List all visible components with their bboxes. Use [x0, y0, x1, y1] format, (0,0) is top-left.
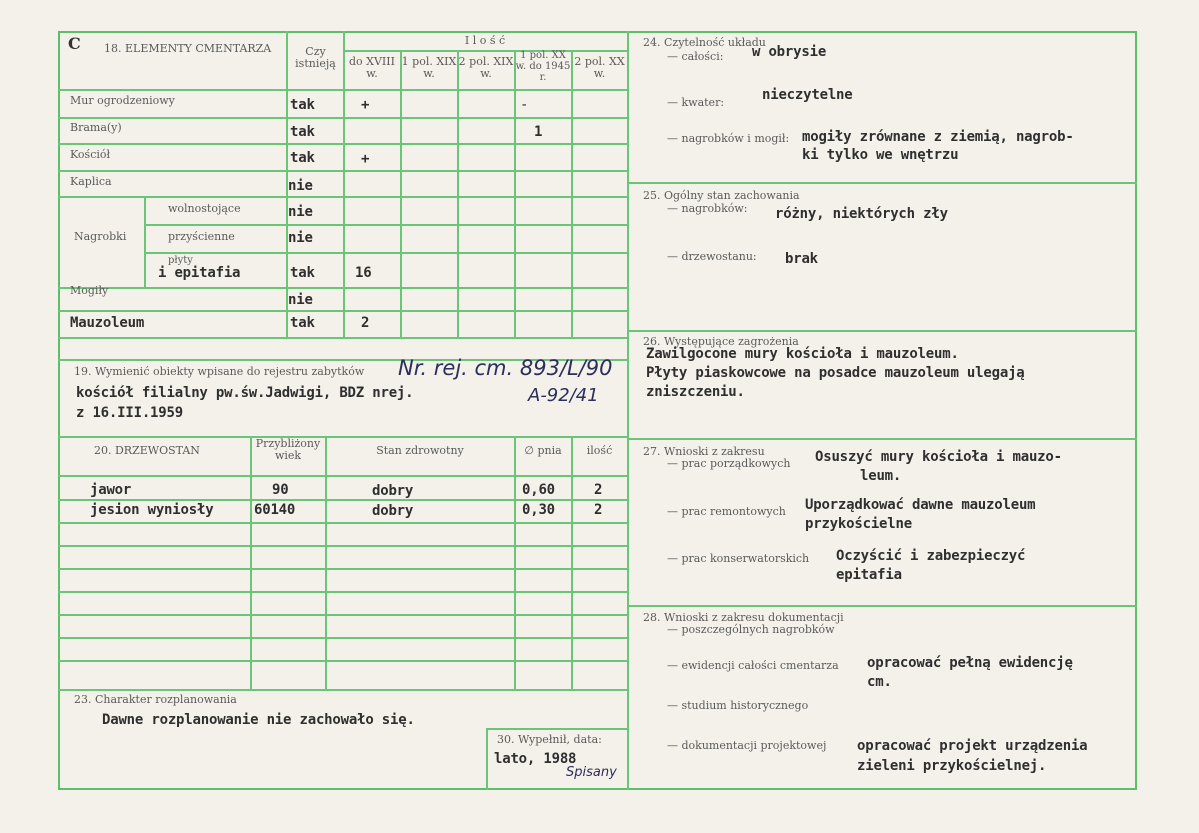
s18-row-label: Brama(y) — [70, 121, 122, 134]
s25-value-trees: brak — [785, 251, 818, 267]
grid-line — [486, 728, 488, 790]
s28-value-project-1: opracować projekt urządzenia — [857, 738, 1088, 754]
s18-row-label: Mauzoleum — [70, 315, 145, 331]
s20-tree-diam: 0,30 — [522, 502, 555, 518]
s18-row-label: płyty — [168, 255, 193, 266]
s18-exists-value: tak — [290, 265, 315, 281]
grid-line — [571, 436, 573, 689]
s26-value-3: zniszczeniu. — [646, 384, 745, 400]
s18-row-typed: i epitafia — [158, 265, 241, 281]
s28-value-inventory-2: cm. — [867, 674, 892, 690]
s23-title: 23. Charakter rozplanowania — [74, 693, 237, 706]
grid-line — [627, 438, 1137, 440]
s24-value-graves-1: mogiły zrównane z ziemią, nagrob- — [802, 129, 1074, 145]
grid-line — [58, 591, 627, 593]
s27-label-repair: — prac remontowych — [667, 505, 786, 518]
s28-value-inventory-1: opracować pełną ewidencję — [867, 655, 1073, 671]
s19-typed-line2: z 16.III.1959 — [76, 405, 183, 421]
grid-line — [58, 689, 627, 691]
s18-exists-value: tak — [290, 315, 315, 331]
s18-col-header: 1 pol. XIX w. — [401, 55, 457, 80]
s18-row-label: Kościół — [70, 148, 111, 161]
s24-value-whole: w obrysie — [752, 44, 827, 60]
grid-line — [144, 224, 627, 226]
s18-exists-value: nie — [288, 204, 313, 220]
s28-label-history: — studium historycznego — [667, 699, 809, 712]
grid-line — [58, 475, 627, 477]
grid-line — [58, 436, 627, 438]
s18-row-label: przyścienne — [168, 230, 235, 243]
s30-signature: Spisany — [566, 765, 617, 780]
s27-title: 27. Wnioski z zakresu — [643, 445, 765, 458]
s20-title: 20. DRZEWOSTAN — [94, 444, 200, 457]
grid-line — [58, 196, 627, 198]
s18-col-ilosc: I l o ś ć — [464, 34, 506, 47]
s18-exists-value: nie — [288, 292, 313, 308]
grid-line — [58, 117, 627, 119]
s19-typed-line1: kościół filialny pw.św.Jadwigi, BDZ nrej. — [76, 385, 414, 401]
grid-line — [58, 545, 627, 547]
s18-count-value: 1 — [534, 124, 543, 140]
s27-label-conservation: — prac konserwatorskich — [667, 552, 810, 565]
s18-row-label: Kaplica — [70, 175, 112, 188]
s18-count-value: - — [520, 97, 529, 113]
s18-count-value: 16 — [355, 265, 372, 281]
grid-line — [514, 436, 516, 689]
s18-exists-value: nie — [288, 178, 313, 194]
s18-col-header: 2 pol. XIX w. — [458, 55, 514, 80]
s18-exists-value: tak — [290, 150, 315, 166]
s20-tree-diam: 0,60 — [522, 482, 555, 498]
s20-col-health: Stan zdrowotny — [376, 444, 464, 457]
s18-title: 18. ELEMENTY CMENTARZA — [104, 42, 272, 55]
s27-value-conservation-1: Oczyścić i zabezpieczyć — [836, 548, 1026, 564]
s27-label-cleanup: — prac porządkowych — [667, 457, 791, 470]
grid-line — [627, 182, 1137, 184]
s24-value-quarters: nieczytelne — [762, 87, 853, 103]
s18-col-header: 1 pol. XX w. do 1945 r. — [515, 50, 571, 83]
s27-value-cleanup-2: leum. — [860, 468, 902, 484]
s19-title: 19. Wymienić obiekty wpisane do rejestru zabytków — [74, 365, 365, 378]
grid-line — [250, 436, 252, 689]
s24-label-graves: — nagrobków i mogił: — [667, 132, 790, 145]
grid-line — [58, 310, 627, 312]
s20-tree-age: 90 — [272, 482, 289, 498]
s24-value-graves-2: ki tylko we wnętrzu — [802, 147, 959, 163]
s18-row-label: Mogiły — [70, 284, 109, 297]
grid-line — [571, 50, 573, 337]
s18-exists-value: tak — [290, 97, 315, 113]
s28-value-project-2: zieleni przykościelnej. — [857, 758, 1047, 774]
s20-col-count: ilość — [586, 444, 613, 457]
s20-col-diam: ∅ pnia — [524, 444, 562, 457]
grid-line — [58, 637, 627, 639]
section-letter: C — [68, 34, 81, 53]
grid-line — [627, 330, 1137, 332]
grid-line — [486, 728, 627, 730]
s18-count-value: 2 — [361, 315, 370, 331]
grid-line — [58, 143, 627, 145]
s28-label-project: — dokumentacji projektowej — [667, 739, 827, 752]
grid-line — [58, 522, 627, 524]
grid-line — [58, 287, 627, 289]
grid-line — [58, 89, 627, 91]
s18-count-value: + — [361, 151, 370, 167]
s24-label-whole: — całości: — [667, 50, 724, 63]
s18-col-exists: Czy istnieją — [295, 45, 336, 70]
grid-line — [58, 337, 627, 339]
s25-label-graves: — nagrobków: — [667, 202, 748, 215]
grid-line — [514, 50, 516, 337]
grid-line — [627, 605, 1137, 607]
grid-line — [457, 50, 459, 337]
grid-line — [144, 252, 627, 254]
s18-row-label: Mur ogrodzeniowy — [70, 94, 175, 107]
s26-title: 26. Występujące zagrożenia — [643, 335, 799, 348]
s18-count-value: + — [361, 97, 370, 113]
s24-title: 24. Czytelność układu — [643, 36, 766, 49]
grid-line — [58, 614, 627, 616]
grid-line — [400, 50, 402, 337]
grid-line — [343, 50, 627, 52]
s27-value-conservation-2: epitafia — [836, 567, 902, 583]
s18-exists-value: tak — [290, 124, 315, 140]
s20-col-age: Przybliżony wiek — [255, 437, 321, 462]
s27-value-repair-1: Uporządkować dawne mauzoleum — [805, 497, 1036, 513]
grid-line — [325, 436, 327, 689]
s25-label-trees: — drzewostanu: — [667, 250, 757, 263]
s19-handwritten-register: Nr. rej. cm. 893/L/90 — [398, 356, 613, 380]
s20-tree-count: 2 — [594, 502, 603, 518]
grid-line — [144, 196, 146, 287]
s27-value-repair-2: przykościelne — [805, 516, 912, 532]
panel-divider — [627, 31, 629, 790]
s26-value-2: Płyty piaskowcowe na posadce mauzoleum ulegają — [646, 365, 1025, 381]
grid-line — [58, 660, 627, 662]
s28-label-graves: — poszczególnych nagrobków — [667, 623, 835, 636]
s26-value-1: Zawilgocone mury kościoła i mauzoleum. — [646, 346, 959, 362]
s18-nagrobki-label: Nagrobki — [74, 230, 127, 243]
grid-line — [58, 170, 627, 172]
s18-row-label: wolnostojące — [168, 202, 241, 215]
s30-typed-date: lato, 1988 — [494, 751, 577, 767]
s18-col-header: do XVIII w. — [349, 55, 395, 80]
s20-tree-name: jesion wyniosły — [90, 502, 214, 518]
s18-exists-value: nie — [288, 230, 313, 246]
s30-title: 30. Wypełnił, data: — [497, 733, 602, 746]
s20-tree-health: dobry — [372, 503, 414, 519]
grid-line — [58, 568, 627, 570]
s19-handwritten-number: A-92/41 — [528, 385, 599, 406]
s18-col-header: 2 pol. XX w. — [574, 55, 625, 80]
s20-tree-count: 2 — [594, 482, 603, 498]
s27-value-cleanup-1: Osuszyć mury kościoła i mauzo- — [815, 449, 1062, 465]
s25-value-graves: różny, niektórych zły — [775, 206, 948, 222]
s24-label-quarters: — kwater: — [667, 96, 725, 109]
s25-title: 25. Ogólny stan zachowania — [643, 189, 800, 202]
s28-label-inventory: — ewidencji całości cmentarza — [667, 659, 839, 672]
s20-tree-health: dobry — [372, 483, 414, 499]
s23-typed: Dawne rozplanowanie nie zachowało się. — [102, 712, 415, 728]
s28-title: 28. Wnioski z zakresu dokumentacji — [643, 611, 844, 624]
s20-tree-age: 60140 — [254, 502, 296, 518]
s20-tree-name: jawor — [90, 482, 132, 498]
